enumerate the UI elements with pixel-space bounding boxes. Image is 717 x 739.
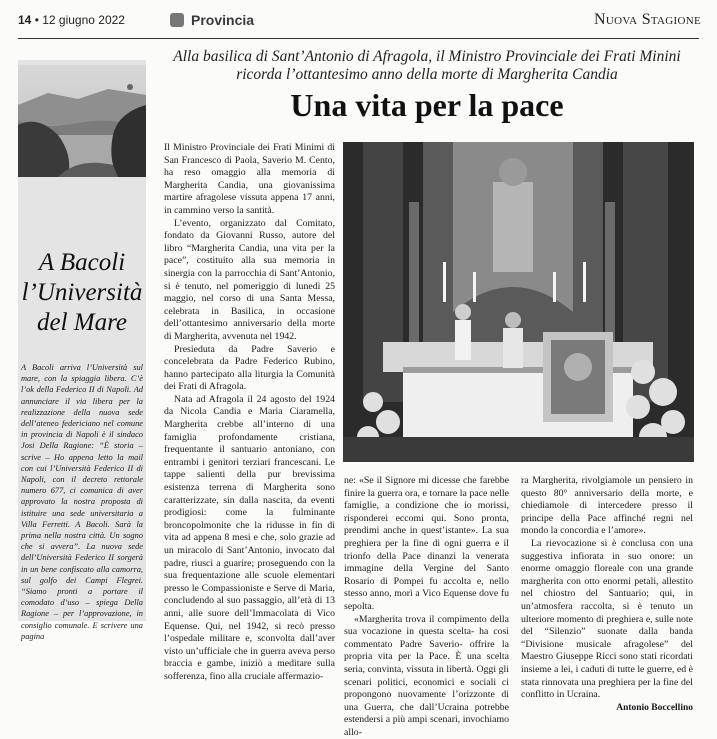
sidebar-title: A Bacoli l’Università del Mare [21, 249, 143, 336]
issue-date: 12 giugno 2022 [42, 13, 125, 27]
paragraph: La rievocazione si è conclusa con una suggestiva infiorata in suo onore: un enorme omaggio floreale con una grande margherita con otto enormi petali, allestito nel chiostro del Santuario; qui, in un’atmosfera raccolta, si è tenuto un ulteriore momento di preghiera e, sulle note del “Silenzio” suonate dalla banda “Divisione musicale afragolese” del Maestro Giuseppe Ricci sono stati ricordati insieme a lei, i caduti di tutte le guerre, ed è stata rinnovata una preghiera per la fine del conflitto in Ucraina. [521, 537, 693, 701]
article-column-1 [164, 142, 335, 684]
sidebar-text: A Bacoli arriva l’Università sul mare, con la spiaggia libera. C’è l’ok della Federico II di Napoli. Ad annunciare il via libera per la realizzazione della nuova sede dell’ateneo federiciano nel comune in provincia di Napoli è il sindaco Josi Della Ragione: “È storia – scrive – Ho appena letto la mail con cui l’Università Federico II di Napoli, con il decreto rettorale numero 677, ci comunica di aver approvato la nostra proposta di istituire una sede universitaria a Villa Ferretti. A Bacoli. Sarà la prima nella nostra città. Un sogno che si avvera”. La nuova sede dell’Università Federico II sorgerà in un bene confiscato alla camorra, sul golfo dei Campi Flegrei. “Siamo pronti a portare il comodato d’uso – spiega Della Ragione – per l’approvazione, in consiglio comunale. E scrivere una pagina [21, 363, 143, 641]
page-header [0, 0, 717, 44]
article-headline: Una vita per la pace [290, 87, 564, 123]
article-column-2 [344, 475, 509, 739]
section-title: Provincia [191, 12, 255, 28]
paragraph: L’evento, organizzato dal Comitato, fondato da Giovanni Russo, autore del libro “Margherita Candia, una vita per la pace”, costituito alla sua memoria in sinergia con la parrocchia di Sant’Antonio, si è tenuto, nel pomeriggio di lunedì 25 maggio, nel corso di una Santa Messa, celebrata in Basilica, in occasione dell’ottantesimo anniversario della morte di Margherita, avvenuta nel 1942. [164, 217, 335, 342]
sidebar-body [21, 362, 143, 642]
masthead: Nuova Stagione [594, 11, 702, 28]
paragraph: ne: «Se il Signore mi dicesse che farebbe finire la guerra ora, e tornare la pace nelle famiglie, a condizione che io morissi, risponderei eccomi qui. Sono pronta, prendimi anche in quest’istante». La sua preghiera per la fine di ogni guerra e il trionfo della Pace dinanzi la venerata immagine della Vergine del Santo Rosario di Pompei fu accolta e, nello stesso anno, morì a Vico Equense dove fu sepolta. [344, 475, 509, 612]
article-column-3 [521, 475, 693, 714]
header-rule [18, 38, 699, 39]
basilica-photo [343, 142, 694, 462]
page-number: 14 [18, 13, 32, 27]
page-folio: 14 • 12 giugno 2022 [18, 13, 125, 27]
sidebar-box [18, 60, 146, 641]
paragraph: Nata ad Afragola il 24 agosto del 1924 da Nicola Candia e Maria Ciaramella, Margherita crebbe all’interno di una famiglia profondamente cristiana, frequentante il santuario antoniano, con entrambi i genitori terziari francescani. Le tappe salienti della pur brevissima esistenza terrena di Margherita sono caratterizzate, sin dalla nascita, da eventi prodigiosi: come la fulminante broncopolmonite che la ridusse in fin di vita ad appena 8 mesi e che, solo grazie ad un miracolo di Sant’Antonio, invocato dal padre, riuscì a guarire; proseguendo con la sua frequentazione alle scuole elementari presso le Compassioniste e Serve di Maria, concludendo al suo passaggio, all’età di 13 anni, alle suore dell’Immacolata di Vico Equense. Qui, nel 1942, si recò presso l’ospedale militare e, sconvolta dall’aver visto un’ufficiale che in guerra aveva perso braccia e gambe, iniziò a meditare sulla sofferenza, fino alla cruciale affermazio- [164, 393, 335, 682]
paragraph: Presieduta da Padre Saverio e concelebrata da Padre Federico Rubino, hanno partecipato alla liturgia la Comunità dei Frati di Afragola. [164, 343, 335, 393]
paragraph: ra Margherita, rivolgiamole un pensiero in questo 80° anniversario della morte, e chiediamole di intercedere presso il principe della Pace affinché regni nel mondo la concordia e l’amore». [521, 475, 693, 537]
coast-photo [18, 65, 146, 177]
author-byline: Antonio Boccellino [616, 702, 693, 713]
paragraph: «Margherita trova il compimento della sua vocazione in questa scelta- ha così commentato Padre Saverio- offrire la propria vita per la Pace. È una scelta seria, convinta, vissuta in libertà. Oggi gli scenari politici, economici e sociali ci propongono nuovamente l’orizzonte di una Guerra, che dall’Ucraina potrebbe estendersi a più ampi scenari, invochiamo allo- [344, 613, 509, 738]
article-kicker: Alla basilica di Sant’Antonio di Afragola, il Ministro Provinciale dei Frati Minini ricorda l’ottantesimo anno della morte di Margherita Candia [173, 48, 681, 83]
section-marker-icon [170, 13, 184, 27]
paragraph: Il Ministro Provinciale dei Frati Minimi di San Francesco di Paola, Saverio M. Cento, ha reso omaggio alla memoria di Margherita Candia, una giovanissima martire afragolese vissuta appena 17 anni, in cammino verso la santità. [164, 142, 335, 216]
